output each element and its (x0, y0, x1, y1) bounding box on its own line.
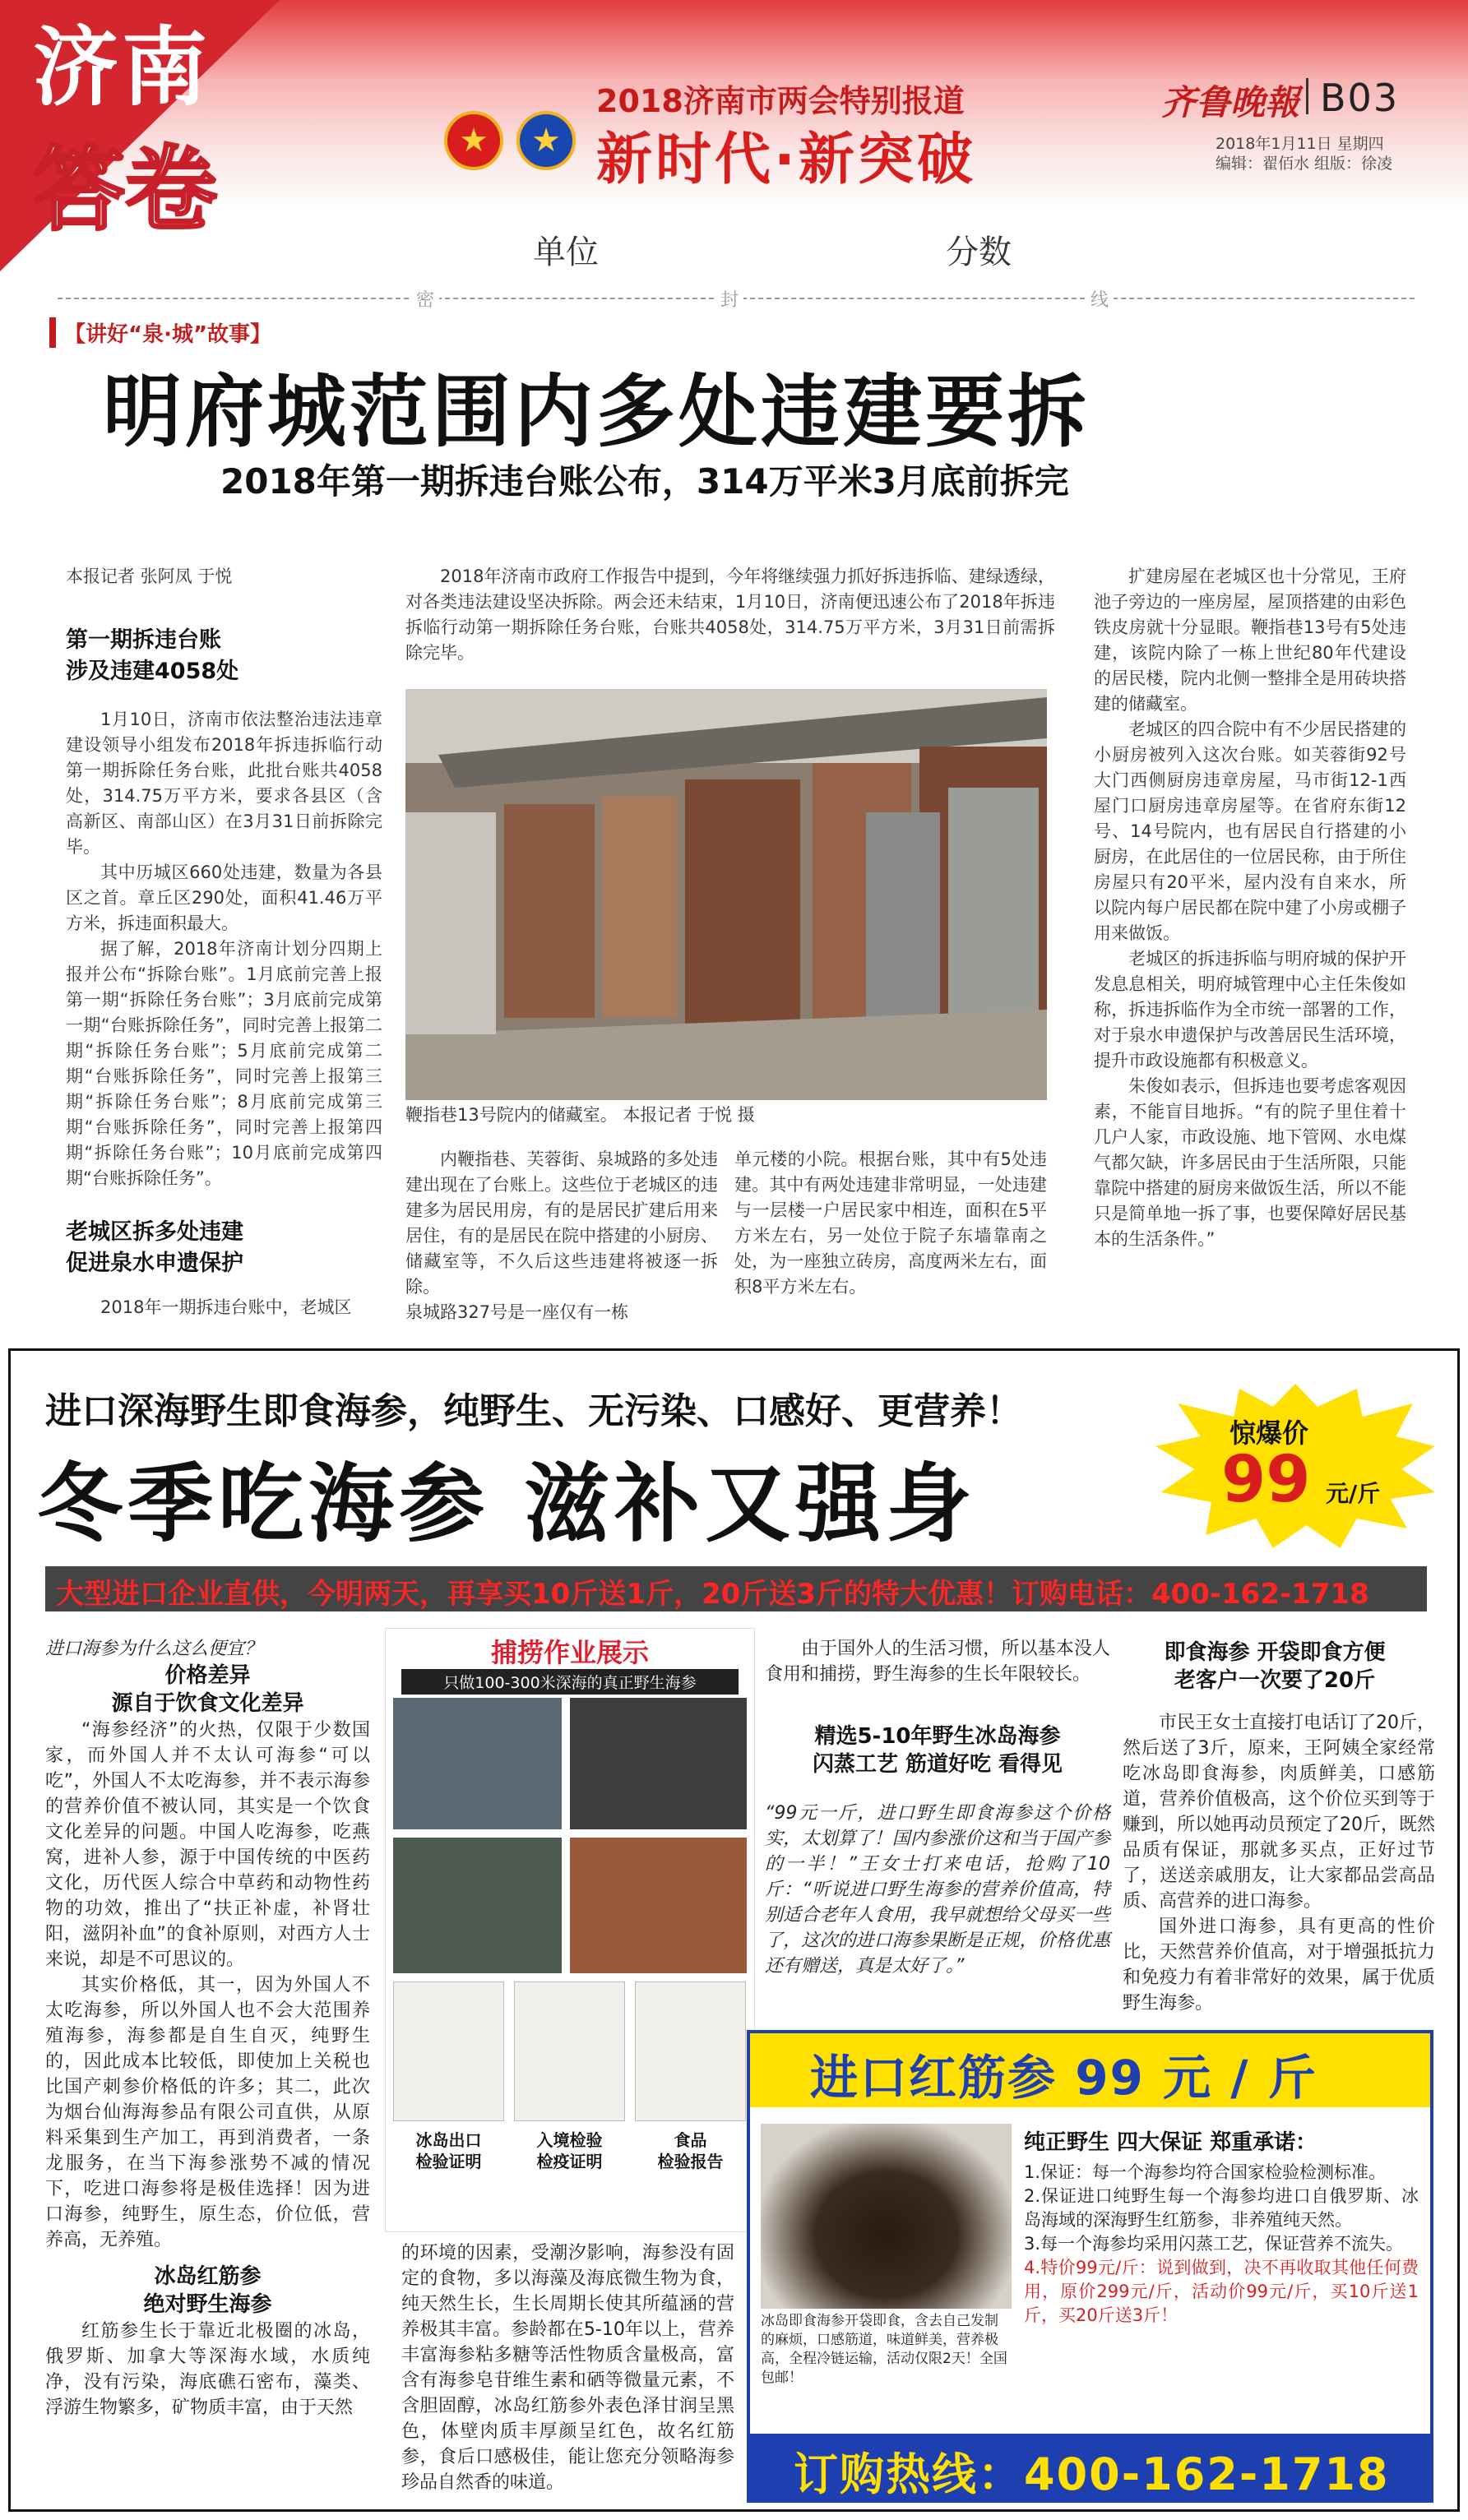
section-juan-label: 答卷 (33, 136, 217, 243)
processing-photo (393, 1838, 562, 1973)
exam-unit-label: 单位 (533, 234, 599, 271)
ad-column-4 (1123, 1710, 1435, 2016)
paragraph: 1月10日，济南市依法整治违法违章建设领导小组发布2018年拆违拆临行动第一期拆除任务台账，此批台账共4058处，314.75万平方米，要求各县区（含高新区、南部山区）在3月31日前拆除完毕。 (66, 710, 382, 857)
burst-price: 99 (1221, 1443, 1311, 1517)
article-subhead: 2018年第一期拆违台账公布，314万平米3月底前拆完 (220, 461, 1069, 502)
paragraph: 据了解，2018年济南计划分四期上报并公布“拆除台账”。1月底前完善上报第一期“拆除任务台账”；3月底前完成第一期“台账拆除任务”，同时完善上报第二期“拆除任务台账”；5月底前完成第二期“台账拆除任务”，同时完善上报第三期“拆除任务台账”；8月底前完成第三期“台账拆除任务”，同时完善上报第四期“拆除任务台账”；10月底前完成第四期“台账拆除任务”。 (66, 939, 382, 1188)
paragraph: 老城区的四合院中有不少居民搭建的小厨房被列入这次台账。如芙蓉街92号大门西侧厨房违章房屋，马市街12-1西屋门口厨房违章房屋等。在省府东街12号、14号院内，也有居民自行搭建的小厨房，在此居住的一位居民称，由于所住房屋只有20平米，屋内没有自来水，所以院内每户居民都在院中建了小房或棚子用来做饭。 (1094, 719, 1406, 943)
certificate-label: 入境检验 检疫证明 (536, 2130, 603, 2171)
paragraph: 2018年一期拆违台账中，老城区 (100, 1297, 352, 1317)
paragraph: 由于国外人的生活习惯，所以基本没人食用和捕捞，野生海参的生长年限较长。 (765, 1639, 1110, 1685)
ad-question: 进口海参为什么这么便宜？ (45, 1639, 263, 1659)
ad-heading: 价格差异 源自于饮食文化差异 (111, 1663, 304, 1716)
price-box-title: 进口红筋参 99 元 / 斤 (810, 2050, 1317, 2106)
certificate-label: 食品 检验报告 (657, 2130, 724, 2171)
seal-line (58, 290, 1415, 311)
ad-column-2-bottom: 的环境的因素，受潮汐影响，海参没有固定的食物，多以海藻及海底微生物为食，纯天然生长，生长周期长使其所蕴涵的营养极其丰富。参龄都在5-10年以上，营养丰富海参粘多糖等活性物质含量极高，富含有海参皂苷维生素和硒等微量元素，不含胆固醇，冰岛红筋参外表色泽甘润呈黑色，体壁肉质丰厚颜呈红色，故名红筋参，食后口感极佳，能让您充分领略海参珍品自然香的味道。 (401, 2243, 734, 2493)
section-title: 老城区拆多处违建 促进泉水申遗保护 (66, 1219, 243, 1276)
showcase-title: 捕捞作业展示 (490, 1637, 649, 1668)
article-headline: 明府城范围内多处违建要拆 (103, 366, 1090, 458)
storage-rooms-photo (405, 689, 1047, 1100)
pledge-item: 3.每一个海参均采用闪蒸工艺，保证营养不流失。 (1024, 2234, 1404, 2254)
customer-quote: “99元一斤，进口野生即食海参这个价格实，太划算了！国内参涨价这和当于国产参的一半！”王女士打来电话，抢购了10斤：“听说进口野生海参的营养价值高，特别适合老年人食用，我早就想给父母买一些了，这次的进口海参果断是正规，价格优惠还有赠送，真是太好了。” (765, 1803, 1110, 1977)
special-report-title: 新时代·新突破 (596, 127, 976, 192)
article-column-1 (66, 707, 382, 1191)
photo-caption: 鞭指巷13号院内的储藏室。 本报记者 于悦 摄 (405, 1105, 755, 1125)
paragraph: 其实价格低，其一，因为外国人不太吃海参，所以外国人也不会大范围养殖海参，海参都是自生自灭，纯野生的，因此成本比较低，即使加上关税也比国产刺参价格低的许多；其二，此次为烟台仙海海参品有限公司直供，从原料采集到生产加工，再到消费者，一条龙服务，在当下海参涨势不减的情况下，吃进口海参将是极佳选择！因为进口海参，纯野生，原生态，价位低，营养高，无养殖。 (45, 1975, 370, 2250)
pledge-list (1024, 2161, 1419, 2328)
paragraph: 朱俊如表示，但拆违也要考虑客观因素，不能盲目地拆。“有的院子里住着十几户人家，市政设施、地下管网、水电煤气都欠缺，许多居民由于生活所限，只能靠院中搭建的厨房来做饭生活，所以不能只是简单地一拆了事，也要保障好居民基本的生活条件。” (1094, 1076, 1406, 1249)
seal-char: 封 (715, 286, 743, 312)
article-intro: 2018年济南市政府工作报告中提到，今年将继续强力抓好拆违拆临、建绿透绿，对各类违法建设坚决拆除。两会还未结束，1月10日，济南便迅速公布了2018年拆违拆临行动第一期拆除任务台账，台账共4058处，314.75万平方米，3月31日前需拆除完毕。 (405, 566, 1055, 663)
product-caption: 冰岛即食海参开袋即食，含去自己发制的麻烦，口感筋道，味道鲜美，营养极高，全程冷链运输，活动仅限2天！全国包邮！ (761, 2313, 1007, 2386)
seal-char: 密 (411, 286, 439, 312)
container-inspection-photo (570, 1838, 747, 1973)
newspaper-logo: 齐鲁晚報 (1161, 82, 1300, 123)
section-title: 第一期拆违台账 涉及违建4058处 (66, 627, 239, 684)
sea-cucumber-photo (761, 2124, 1012, 2309)
burst-unit: 元/斤 (1326, 1480, 1381, 1507)
paragraph: 国外进口海参，具有更高的性价比，天然营养价值高，对于增强抵抗力和免疫力有着非常好的效果，属于优质野生海参。 (1123, 1917, 1435, 2014)
paragraph: 老城区的拆违拆临与明府城的保护开发息息相关，明府城管理中心主任朱俊如称，拆违拆临作为全市统一部署的工作，对于泉水申遗保护与改善居民生活环境，提升市政设施都有积极意义。 (1094, 949, 1406, 1070)
ad-big-title: 冬季吃海参 滋补又强身 (37, 1454, 977, 1554)
offer-strip-text: 大型进口企业直供，今明两天，再享买10斤送1斤，20斤送3斤的特大优惠！订购电话：400-162-1718 (56, 1578, 1369, 1611)
cppcc-emblem-icon: ★ (516, 111, 576, 170)
article-column-3: 单元楼的小院。根据台账，其中有5处违建。其中有两处违建非常明显，一处违建与一层楼一户居民家中相连，面积在5平方米左右，另一处位于院子东墙靠南之处，为一座独立砖房，高度两米左右，面积8平方米左右。 (734, 1149, 1047, 1297)
editor-credits: 编辑：翟佰水 组版：徐凌 (1216, 155, 1393, 173)
paragraph: 其中历城区660处违建，数量为各县区之首。章丘区290处，面积41.46万平方米，拆违面积最大。 (66, 862, 382, 933)
logo-divider (1306, 78, 1308, 114)
ad-column-1 (45, 1636, 370, 2421)
special-report-label: 2018济南市两会特别报道 (596, 83, 965, 119)
showcase-subtitle: 只做100-300米深海的真正野生海参 (401, 1669, 739, 1695)
certificate-image (514, 1981, 625, 2121)
hotline-number: 订购热线：400-162-1718 (794, 2448, 1390, 2500)
ad-top-line: 进口深海野生即食海参，纯野生、无污染、口感好、更营养！ (45, 1390, 1022, 1432)
certificate-label: 冰岛出口 检验证明 (415, 2130, 482, 2171)
national-emblem-icon: ★ (444, 111, 503, 170)
section-city-label: 济南 (33, 17, 211, 118)
sea-cucumber-catch-photo (570, 1698, 747, 1829)
pledge-title: 纯正野生 四大保证 郑重承诺： (1024, 2130, 1317, 2155)
page-number: B03 (1320, 76, 1400, 120)
certificate-image (635, 1981, 746, 2121)
seal-char: 线 (1086, 286, 1114, 312)
certificate-image (393, 1981, 504, 2121)
pledge-item: 1.保证：每一个海参均符合国家检验检测标准。 (1024, 2162, 1387, 2182)
ad-heading: 精选5-10年野生冰岛海参 闪蒸工艺 筋道好吃 看得见 (812, 1724, 1063, 1777)
paragraph: “海参经济”的火热，仅限于少数国家，而外国人并不太认可海参“可以吃”，外国人不太吃海参，并不表示海参的营养价值不被认同，其实是一个饮食文化差异的问题。中国人吃海参，吃燕窝，进补人参，源于中国传统的中医药文化，历代医人综合中草药和动物性药物的功效，推出了“扶正补虚，补肾壮阳，滋阴补血”的食补原则，对西方人士来说，却是不可思议的。 (45, 1720, 370, 1970)
pledge-item: 2.保证进口纯野生每一个海参均进口自俄罗斯、冰岛海域的深海野生红筋参，非养殖纯天然。 (1024, 2186, 1419, 2230)
pledge-item: 4.特价99元/斤：说到做到，决不再收取其他任何费用，原价299元/斤，活动价99元/斤，买10斤送1斤，买20斤送3斤！ (1024, 2258, 1419, 2325)
paragraph: 市民王女士直接打电话订了20斤，然后送了3斤，原来，王阿姨全家经常吃冰岛即食海参，肉质鲜美，口感筋道，营养价值极高，这个价位买到等于赚到，所以她再动员预定了20斤，既然品质有保证，那就多买点，正好过节了，送送亲戚朋友，让大家都品尝高品质、高营养的进口海参。 (1123, 1713, 1435, 1912)
article-kicker: 【讲好“泉·城”故事】 (49, 317, 271, 348)
paragraph: 红筋参生长于靠近北极圈的冰岛，俄罗斯、加拿大等深海水域，水质纯净，没有污染，海底礁石密布，藻类、浮游生物繁多，矿物质丰富，由于天然 (45, 2321, 370, 2418)
fishing-photo (393, 1698, 562, 1829)
exam-score-label: 分数 (946, 234, 1012, 271)
ad-heading: 冰岛红筋参 绝对野生海参 (143, 2264, 272, 2317)
paragraph: 扩建房屋在老城区也十分常见，王府池子旁边的一座房屋，屋顶搭建的由彩色铁皮房就十分显眼。鞭指巷13号有5处违建，该院内除了一栋上世纪80年代建设的居民楼，院内北侧一整排全是用砖块搭建的储藏室。 (1094, 566, 1406, 714)
burst-label: 惊爆价 (1230, 1417, 1309, 1449)
ad-heading: 即食海参 开袋即食方便 老客户一次要了20斤 (1164, 1640, 1386, 1693)
article-column-4 (1094, 564, 1406, 1252)
issue-date: 2018年1月11日 星期四 (1216, 135, 1384, 153)
article-column-2: 内鞭指巷、芙蓉街、泉城路的多处违建出现在了台账上。这些位于老城区的违建多为居民用房，有的是居民扩建后用来居住，有的是居民在院中搭建的小厨房、储藏室等，不久后这些违建将被逐一拆除。 泉城路327号是一座仅有一栋 (405, 1149, 718, 1322)
article-byline: 本报记者 张阿凤 于悦 (66, 566, 233, 586)
article-photo (405, 689, 1047, 1100)
